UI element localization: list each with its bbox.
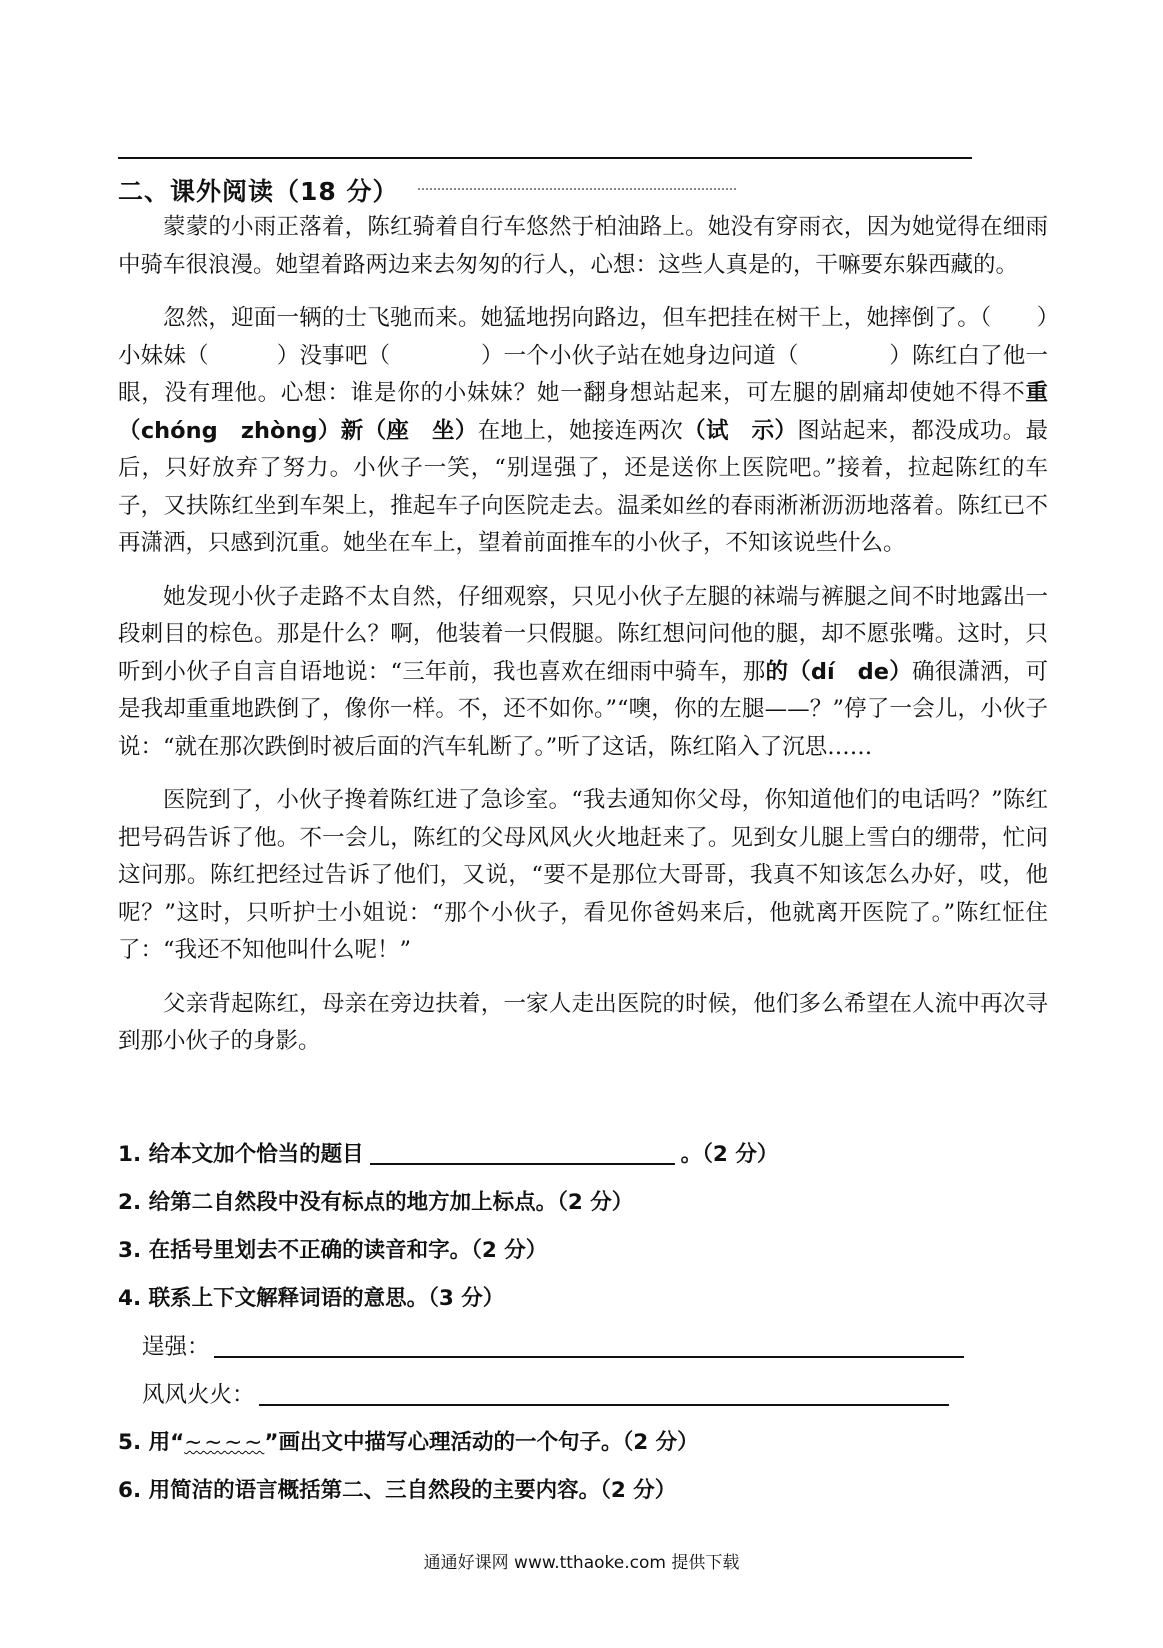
section-title: 二、课外阅读（18 分） — [118, 177, 399, 206]
question-list — [118, 1131, 1048, 1515]
p2-choice-pinyin: 重（chóng zhòng）新（座 坐） — [118, 380, 1048, 444]
passage-paragraph-4: 医院到了，小伙子搀着陈红进了急诊室。“我去通知你父母，你知道他们的电话吗？”陈红把号码告诉了他。不一会儿，陈红的父母风风火火地赶来了。见到女儿腿上雪白的绷带，忙问这问那。陈红把经过告诉了他们，又说，“要不是那位大哥哥，我真不知该怎么办好，哎，他呢？”这时，只听护士小姐说：“那个小伙子，看见你爸妈来后，他就离开医院了。”陈红怔住了：“我还不知他叫什么呢！” — [118, 787, 1048, 963]
question-2: 2. 给第二自然段中没有标点的地方加上标点。（2 分） — [118, 1190, 634, 1215]
footer-credit: 通通好课网 www.tthaoke.com 提供下载 — [423, 1553, 740, 1573]
p2-text-d: 图站起来，都没成功。最后，只好放弃了努力。小伙子一笑，“别逞强了，还是送你上医院吧。”接着，拉起陈红的车子，又扶陈红坐到车架上，推起车子向医院走去。温柔如丝的春雨淅淅沥沥地落着。陈红已不再潇洒，只感到沉重。她坐在车上，望着前面推车的小伙子，不知该说些什么。 — [118, 417, 1048, 556]
question-6: 6. 用简洁的语言概括第二、三自然段的主要内容。（2 分） — [118, 1478, 677, 1503]
passage-paragraph-1: 蒙蒙的小雨正落着，陈红骑着自行车悠然于柏油路上。她没有穿雨衣，因为她觉得在细雨中骑车很浪漫。她望着路两边来去匆匆的行人，心想：这些人真是的，干嘛要东躲西藏的。 — [118, 214, 1048, 278]
definition-row-1 — [118, 1323, 1048, 1371]
question-3: 3. 在括号里划去不正确的读音和字。（2 分） — [118, 1238, 548, 1263]
p3-text-c: 确很潇洒，可是我却重重地跌倒了，像你一样。不，还不如你。”“噢，你的左腿——？”停了一会儿，小伙子说：“就在那次跌倒时被后面的汽车轧断了。”听了这话，陈红陷入了沉思…… — [118, 658, 1048, 760]
reading-passage — [118, 209, 1048, 1061]
definition-row-2 — [118, 1371, 1048, 1419]
passage-paragraph-3 — [118, 579, 1048, 767]
definition-blank-1[interactable] — [214, 1326, 964, 1358]
passage-paragraph-2 — [118, 300, 1048, 563]
question-1-score: 。（2 分） — [680, 1142, 779, 1167]
top-divider — [118, 157, 972, 159]
term-label-1: 逞强： — [142, 1334, 210, 1360]
definition-blank-2[interactable] — [259, 1374, 949, 1406]
question-5-lead: 5. 用“ — [118, 1430, 185, 1455]
title-dotted-leader — [418, 188, 736, 190]
p2-choice-char: （试 示） — [683, 417, 798, 444]
question-1 — [118, 1131, 1048, 1179]
p2-text-c: 在地上，她接连两次 — [477, 417, 684, 444]
p2-text-a: 忽然，迎面一辆的士飞驰而来。她猛地拐向路边，但车把挂在树干上，她摔倒了。（ ）小妹妹（ ）没事吧（ ）一个小伙子站在她身边问道（ ）陈红白了他一眼，没有理他。心想：谁是你的小妹妹？她一翻身想站起来，可左腿的剧痛却使她不得不 — [118, 305, 1048, 406]
wavy-line-mark: ~~~~ — [184, 1430, 265, 1455]
p3-text-a: 她发现小伙子走路不太自然，仔细观察，只见小伙子左腿的袜端与裤腿之间不时地露出一段刺目的棕色。那是什么？啊，他装着一只假腿。陈红想问问他的腿，却不愿张嘴。这时，只听到小伙子自言自语地说：“三年前，我也喜欢在细雨中骑车，那 — [118, 583, 1048, 685]
passage-paragraph-5: 父亲背起陈红，母亲在旁边扶着，一家人走出医院的时候，他们多么希望在人流中再次寻到那小伙子的身影。 — [118, 990, 1048, 1054]
question-1-text: 1. 给本文加个恰当的题目 — [118, 1142, 364, 1167]
title-answer-blank[interactable] — [370, 1133, 675, 1165]
question-5-text: ”画出文中描写心理活动的一个句子。（2 分） — [264, 1430, 699, 1455]
term-label-2: 风风火火： — [142, 1382, 255, 1408]
question-5 — [118, 1419, 1048, 1467]
question-4: 4. 联系上下文解释词语的意思。（3 分） — [118, 1286, 505, 1311]
p3-choice-pinyin: 的（dí de） — [765, 658, 912, 685]
